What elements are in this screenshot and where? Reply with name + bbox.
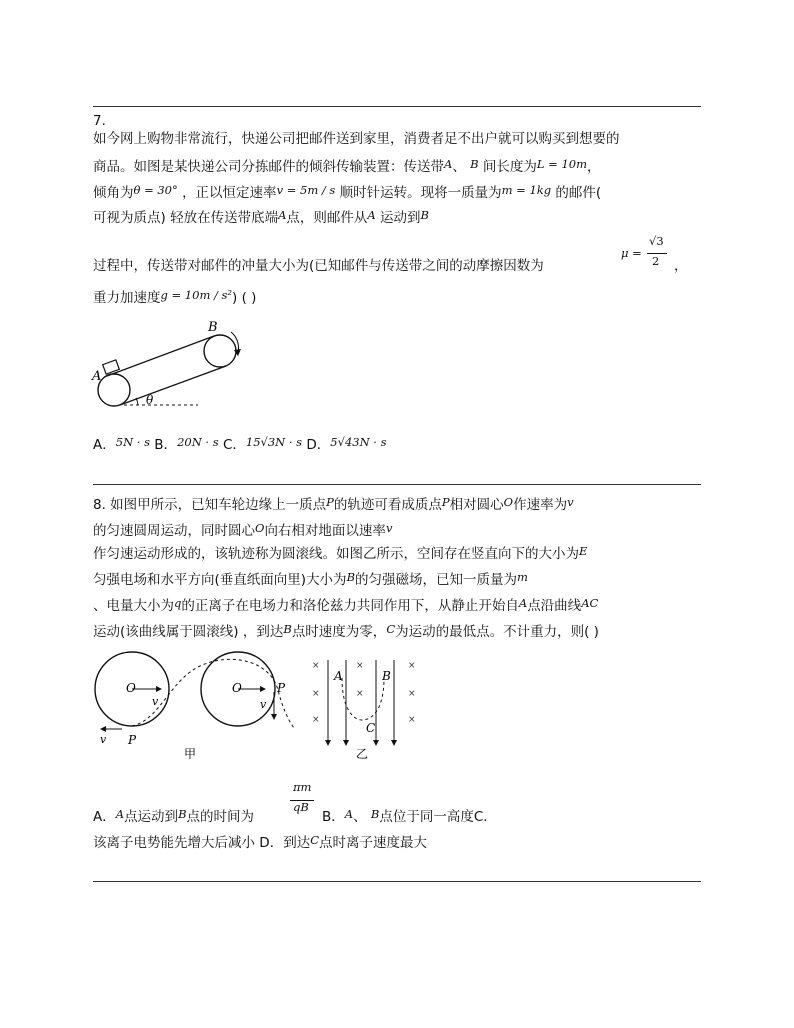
svg-text:×: × — [312, 715, 320, 725]
rotation-arrow — [231, 332, 238, 352]
bottom-pulley — [98, 374, 130, 406]
option-c-label: C． — [222, 437, 246, 453]
svg-text:C: C — [366, 721, 376, 735]
label-theta: θ — [146, 393, 154, 407]
q7-line-5-end: ， — [674, 258, 688, 274]
svg-text:P: P — [128, 733, 137, 747]
svg-text:v: v — [100, 733, 107, 746]
middle-rule — [93, 484, 701, 485]
top-pulley — [204, 335, 236, 367]
svg-text:P: P — [277, 681, 286, 695]
svg-text:v: v — [260, 698, 267, 711]
q7-number: 7. — [93, 113, 106, 129]
svg-text:O: O — [232, 681, 242, 695]
option-a-fraction: πm qB — [290, 780, 320, 822]
option-a-value: 5N · s — [115, 435, 150, 449]
belt-upper — [107, 336, 214, 376]
svg-text:×: × — [356, 689, 364, 699]
q7-line-6: 重力加速度g = 10m / s²) ( ) — [93, 288, 257, 306]
conveyor-figure — [90, 318, 260, 413]
option-a-label: A． — [93, 437, 116, 453]
option-b-value: 20N · s — [177, 435, 219, 449]
q8-line-3: 作匀速运动形成的，该轨迹称为圆滚线。如图乙所示，空间存在竖直向下的大小为E — [93, 544, 588, 562]
q7-line-2: 商品。如图是某快递公司分拣邮件的倾斜传输装置：传送带A、 B 间长度为L = 10m， — [93, 157, 601, 175]
q8-line-5: 、电量大小为q的正离子在电场力和洛伦兹力共同作用下，从静止开始自A点沿曲线AC — [93, 596, 599, 614]
ion-path — [342, 678, 384, 720]
cycloid-figure — [90, 650, 430, 768]
svg-text:×: × — [356, 661, 364, 671]
q7-line-3: 倾角为θ = 30° ，正以恒定速率v = 5m / s 顺时针运转。现将一质量为m = 1kg 的邮件( — [93, 183, 602, 201]
svg-text:乙: 乙 — [356, 747, 369, 761]
mu-fraction: μ = √3 2 — [621, 236, 671, 276]
svg-text:×: × — [408, 715, 416, 725]
q8-line-1: 8. 如图甲所示，已知车轮边缘上一质点P的轨迹可看成质点P相对圆心O作速率为v — [93, 495, 574, 513]
q7-options — [93, 433, 387, 454]
svg-text:×: × — [312, 661, 320, 671]
svg-text:×: × — [408, 689, 416, 699]
option-d-label: D． — [306, 437, 331, 453]
q7-line-1: 如今网上购物非常流行，快递公司把邮件送到家里，消费者足不出户就可以购买到想要的 — [93, 131, 620, 147]
svg-text:A: A — [334, 669, 343, 683]
label-B: B — [208, 320, 218, 335]
q8-line-4: 匀强电场和水平方向(垂直纸面向里)大小为B的匀强磁场，已知一质量为m — [93, 570, 528, 588]
q8-options-2: 该离子电势能先增大后减小 D．到达C点时离子速度最大 — [93, 833, 428, 851]
option-c-value: 15√3N · s — [245, 435, 303, 449]
q7-line-5: 过程中，传送带对邮件的冲量大小为(已知邮件与传送带之间的动摩擦因数为 — [93, 258, 544, 274]
option-b-label: B． — [154, 437, 178, 453]
svg-text:v: v — [152, 695, 159, 708]
top-rule — [93, 106, 701, 107]
label-A: A — [92, 369, 102, 384]
svg-text:×: × — [408, 661, 416, 671]
q7-line-4: 可视为质点) 轻放在传送带底端A点，则邮件从A 运动到B — [93, 208, 429, 226]
svg-text:甲: 甲 — [184, 747, 197, 761]
q8-line-2: 的匀速圆周运动，同时圆心O向右相对地面以速率v — [93, 521, 393, 539]
q8-options-1b: B．A、 B点位于同一高度C． — [322, 807, 497, 825]
q8-line-6: 运动(该曲线属于圆滚线) ，到达B点时速度为零，C为运动的最低点。不计重力，则( ) — [93, 622, 599, 640]
svg-text:O: O — [126, 681, 136, 695]
bottom-rule — [93, 881, 701, 882]
belt-lower — [120, 366, 226, 405]
q8-options-1: A．A点运动到B点的时间为 — [93, 807, 255, 825]
option-d-value: 5√43N · s — [330, 435, 387, 449]
svg-text:B: B — [382, 669, 391, 683]
svg-text:×: × — [312, 689, 320, 699]
